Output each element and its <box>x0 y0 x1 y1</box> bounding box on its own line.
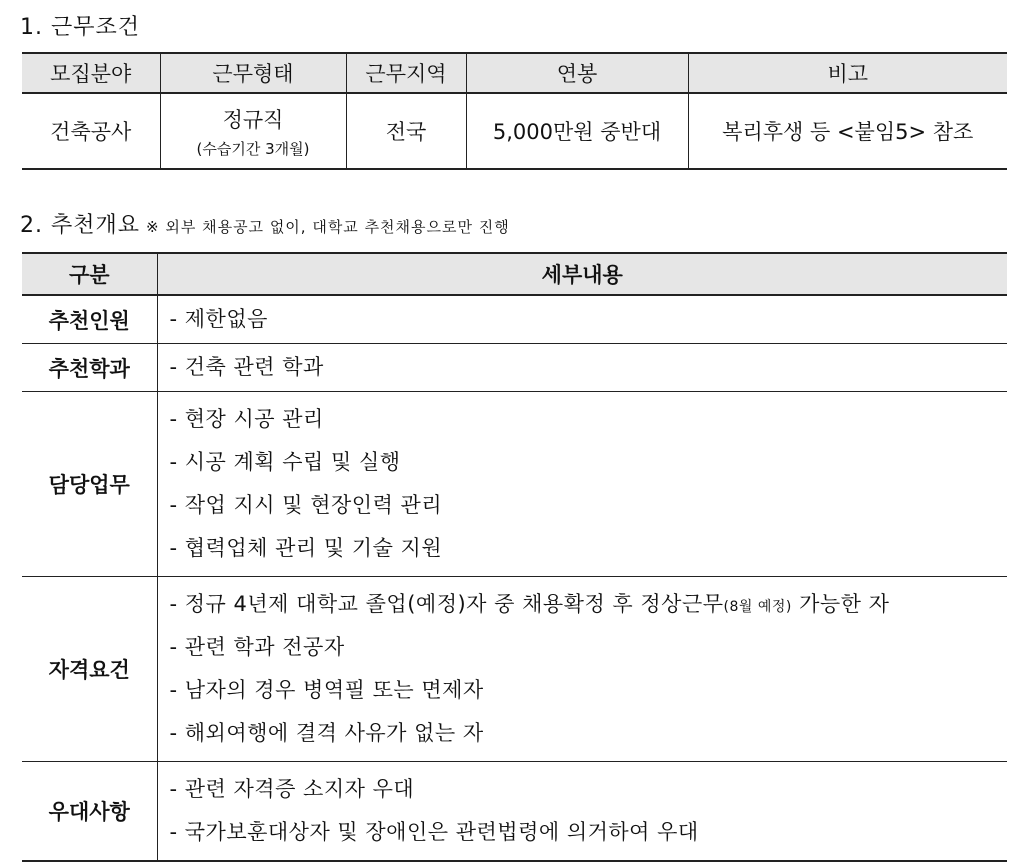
table-row <box>22 344 1007 392</box>
detail-line: - 제한없음 <box>169 307 268 331</box>
detail-line <box>170 583 1008 626</box>
row-detail <box>157 344 1007 392</box>
recommendation-rows <box>22 295 1007 861</box>
header-detail: 세부내용 <box>157 253 1007 295</box>
detail-line: - 작업 지시 및 현장인력 관리 <box>169 493 443 517</box>
header-category: 구분 <box>22 253 157 295</box>
table-header-row <box>22 253 1007 295</box>
header-note: 비고 <box>688 53 1007 93</box>
detail-line-end: 가능한 자 <box>791 592 890 616</box>
row-category: 추천인원 <box>22 295 157 344</box>
detail-line-text: - 정규 4년제 대학교 졸업(예정)자 중 채용확정 후 정상근무 <box>169 592 724 616</box>
cell-region: 전국 <box>346 93 466 169</box>
table-row <box>22 93 1007 169</box>
cell-field: 건축공사 <box>22 93 160 169</box>
table-row <box>22 392 1007 577</box>
header-field: 모집분야 <box>22 53 160 93</box>
header-region: 근무지역 <box>346 53 466 93</box>
detail-line: - 현장 시공 관리 <box>169 407 324 431</box>
section2-title: 2. 추천개요 <box>20 213 140 238</box>
detail-line: - 건축 관련 학과 <box>169 355 324 379</box>
detail-line: - 협력업체 관리 및 기술 지원 <box>169 536 443 560</box>
detail-line: - 시공 계획 수립 및 실행 <box>169 450 401 474</box>
header-type: 근무형태 <box>160 53 346 93</box>
section2-title-wrap <box>20 208 510 239</box>
work-conditions-table <box>22 52 1007 170</box>
detail-line: - 해외여행에 결격 사유가 없는 자 <box>169 721 484 745</box>
type-main: 정규직 <box>222 107 284 132</box>
table-header-row <box>22 53 1007 93</box>
row-detail <box>157 392 1007 577</box>
row-detail <box>157 762 1007 862</box>
detail-line: - 관련 자격증 소지자 우대 <box>169 777 415 801</box>
header-salary: 연봉 <box>466 53 688 93</box>
cell-note: 복리후생 등 <붙임5> 참조 <box>688 93 1007 169</box>
detail-line: - 남자의 경우 병역필 또는 면제자 <box>169 678 484 702</box>
type-sub: (수습기간 3개월) <box>196 139 310 158</box>
cell-salary: 5,000만원 중반대 <box>466 93 688 169</box>
recommendation-table <box>22 252 1007 862</box>
row-detail <box>157 295 1007 344</box>
detail-line: - 관련 학과 전공자 <box>169 635 345 659</box>
table-row <box>22 577 1007 762</box>
section1-title: 1. 근무조건 <box>20 15 140 40</box>
section2-note: ※ 외부 채용공고 없이, 대학교 추천채용으로만 진행 <box>146 218 510 236</box>
detail-line: - 국가보훈대상자 및 장애인은 관련법령에 의거하여 우대 <box>169 820 699 844</box>
table-row <box>22 762 1007 862</box>
row-category: 담당업무 <box>22 392 157 577</box>
row-category: 자격요건 <box>22 577 157 762</box>
cell-type <box>160 93 346 169</box>
row-category: 우대사항 <box>22 762 157 862</box>
detail-line-small: (8월 예정) <box>723 599 792 615</box>
table-row <box>22 295 1007 344</box>
row-category: 추천학과 <box>22 344 157 392</box>
row-detail <box>157 577 1007 762</box>
